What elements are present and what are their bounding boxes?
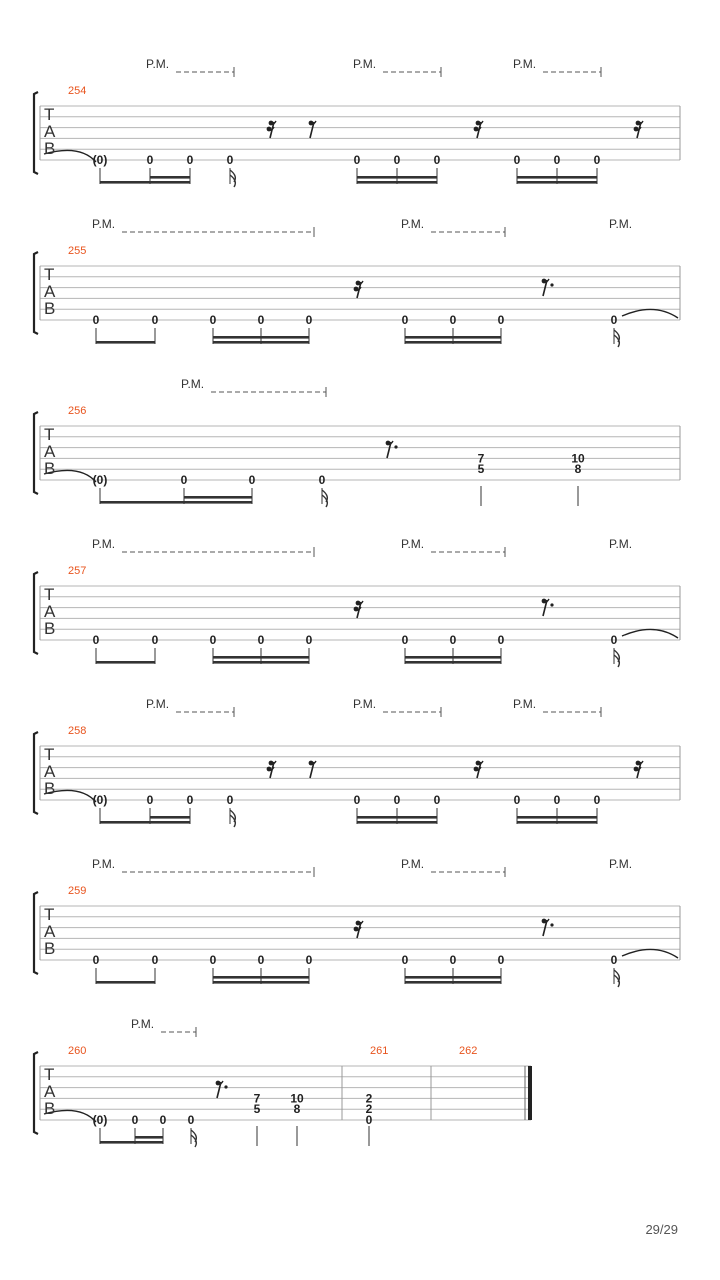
tab-clef-letter: A bbox=[44, 442, 56, 461]
fret-number: 0 bbox=[131, 1113, 139, 1127]
fret-number: 0 bbox=[553, 793, 561, 807]
chord-fret-number: 2 bbox=[365, 1091, 373, 1106]
fret-number: 0 bbox=[180, 473, 188, 487]
fret-number: 0 bbox=[449, 953, 457, 967]
rest-r8 bbox=[309, 761, 316, 778]
beam bbox=[357, 816, 437, 819]
tab-clef-letter: B bbox=[44, 139, 56, 158]
beam bbox=[213, 656, 309, 659]
chord-fret-number: 7 bbox=[253, 1091, 261, 1106]
fret-number: 0 bbox=[209, 953, 217, 967]
beam bbox=[213, 976, 309, 979]
tab-clef-letter: T bbox=[44, 425, 55, 444]
beam bbox=[96, 341, 155, 344]
beam bbox=[213, 336, 309, 339]
fret-number: 0 bbox=[257, 953, 265, 967]
beam bbox=[184, 501, 252, 504]
beam bbox=[150, 176, 190, 179]
beam bbox=[100, 1141, 135, 1144]
palm-mute-label: P.M. bbox=[92, 217, 116, 231]
fret-number: (0) bbox=[92, 473, 108, 487]
fret-number: 0 bbox=[393, 153, 401, 167]
beam bbox=[100, 501, 184, 504]
page-number: 29/29 bbox=[645, 1222, 678, 1237]
rest-r16 bbox=[634, 761, 643, 778]
fret-number: 0 bbox=[92, 633, 100, 647]
beam bbox=[405, 661, 501, 664]
rest-r16 bbox=[474, 121, 483, 138]
fret-number: 0 bbox=[305, 953, 313, 967]
system-bracket bbox=[34, 92, 38, 174]
beam bbox=[213, 661, 309, 664]
beam bbox=[135, 1136, 163, 1139]
fret-number: 0 bbox=[151, 633, 159, 647]
system-bracket bbox=[34, 1052, 38, 1134]
rest-r16 bbox=[267, 121, 276, 138]
beam bbox=[100, 181, 150, 184]
rest-r16 bbox=[354, 281, 363, 298]
tab-clef-letter: B bbox=[44, 299, 56, 318]
palm-mute-label: P.M. bbox=[92, 537, 116, 551]
fret-number: 0 bbox=[610, 313, 618, 327]
beam bbox=[135, 1141, 163, 1144]
measure-number: 257 bbox=[68, 565, 87, 577]
beam bbox=[405, 656, 501, 659]
fret-number: 0 bbox=[401, 953, 409, 967]
fret-number: 0 bbox=[393, 793, 401, 807]
rest-dot bbox=[224, 1085, 227, 1088]
beam bbox=[184, 496, 252, 499]
fret-number: (0) bbox=[92, 793, 108, 807]
palm-mute-label: P.M. bbox=[609, 857, 633, 871]
fret-number: 0 bbox=[497, 313, 505, 327]
system-bracket bbox=[34, 572, 38, 654]
tab-clef-letter: A bbox=[44, 762, 56, 781]
fret-number: (0) bbox=[92, 1113, 108, 1127]
beam bbox=[405, 976, 501, 979]
system-4 bbox=[34, 547, 680, 667]
rest-r8 bbox=[309, 121, 316, 138]
system-bracket bbox=[34, 732, 38, 814]
beam bbox=[517, 181, 597, 184]
chord-fret-number: 2 bbox=[365, 1102, 373, 1117]
measure-number: 258 bbox=[68, 725, 87, 737]
fret-number: 0 bbox=[497, 953, 505, 967]
rest-r8d bbox=[386, 441, 398, 458]
fret-number: 0 bbox=[401, 633, 409, 647]
tab-clef-letter: B bbox=[44, 1099, 56, 1118]
system-2 bbox=[34, 227, 680, 347]
measure-number: 255 bbox=[68, 245, 87, 257]
rest-r8d bbox=[216, 1081, 228, 1098]
rest-r16 bbox=[474, 761, 483, 778]
tab-clef-letter: T bbox=[44, 265, 55, 284]
palm-mute-label: P.M. bbox=[513, 57, 537, 71]
measure-number: 260 bbox=[68, 1045, 87, 1057]
measure-number: 261 bbox=[370, 1045, 389, 1057]
measure-number: 259 bbox=[68, 885, 87, 897]
final-barline-thick bbox=[528, 1066, 532, 1120]
chord-fret-number: 5 bbox=[477, 462, 485, 477]
fret-number: 0 bbox=[610, 953, 618, 967]
fret-number: 0 bbox=[186, 153, 194, 167]
beam bbox=[213, 981, 309, 984]
tab-clef-letter: B bbox=[44, 459, 56, 478]
beam bbox=[96, 661, 155, 664]
fret-number: 0 bbox=[449, 633, 457, 647]
tab-clef-letter: T bbox=[44, 745, 55, 764]
fret-number: 0 bbox=[248, 473, 256, 487]
palm-mute-label: P.M. bbox=[353, 697, 377, 711]
system-5 bbox=[34, 707, 680, 827]
chord-fret-number: 5 bbox=[253, 1102, 261, 1117]
beam bbox=[517, 821, 597, 824]
chord-fret-number: 8 bbox=[574, 462, 582, 477]
beam bbox=[405, 981, 501, 984]
palm-mute-label: P.M. bbox=[131, 1017, 155, 1031]
fret-number: 0 bbox=[449, 313, 457, 327]
beam bbox=[357, 181, 437, 184]
rest-dot bbox=[550, 923, 553, 926]
measure-number: 254 bbox=[68, 85, 87, 97]
tab-clef-letter: A bbox=[44, 602, 56, 621]
beam bbox=[517, 176, 597, 179]
palm-mute-label: P.M. bbox=[146, 697, 170, 711]
fret-number: 0 bbox=[610, 633, 618, 647]
rest-r16 bbox=[354, 601, 363, 618]
chord-fret-number: 7 bbox=[477, 451, 485, 466]
chord-fret-number: 10 bbox=[290, 1091, 304, 1106]
palm-mute-label: P.M. bbox=[181, 377, 205, 391]
tab-clef-letter: T bbox=[44, 585, 55, 604]
palm-mute-label: P.M. bbox=[513, 697, 537, 711]
system-1 bbox=[34, 67, 680, 187]
fret-number: 0 bbox=[433, 793, 441, 807]
fret-number: 0 bbox=[593, 793, 601, 807]
tab-clef-letter: B bbox=[44, 939, 56, 958]
fret-number: 0 bbox=[433, 153, 441, 167]
fret-number: 0 bbox=[305, 633, 313, 647]
fret-number: 0 bbox=[146, 793, 154, 807]
fret-number: 0 bbox=[92, 313, 100, 327]
tab-clef-letter: T bbox=[44, 905, 55, 924]
beam bbox=[517, 816, 597, 819]
tab-clef-letter: A bbox=[44, 282, 56, 301]
palm-mute-label: P.M. bbox=[609, 537, 633, 551]
beam bbox=[405, 341, 501, 344]
tab-clef-letter: A bbox=[44, 1082, 56, 1101]
system-3 bbox=[34, 387, 680, 507]
fret-number: 0 bbox=[209, 313, 217, 327]
system-bracket bbox=[34, 412, 38, 494]
beam bbox=[405, 336, 501, 339]
tab-clef-letter: T bbox=[44, 1065, 55, 1084]
fret-number: 0 bbox=[513, 793, 521, 807]
palm-mute-label: P.M. bbox=[92, 857, 116, 871]
palm-mute-label: P.M. bbox=[401, 537, 425, 551]
tab-clef-letter: A bbox=[44, 122, 56, 141]
palm-mute-label: P.M. bbox=[401, 857, 425, 871]
beam bbox=[150, 816, 190, 819]
fret-number: 0 bbox=[497, 633, 505, 647]
rest-dot bbox=[550, 283, 553, 286]
fret-number: 0 bbox=[318, 473, 326, 487]
fret-number: 0 bbox=[593, 153, 601, 167]
beam bbox=[96, 981, 155, 984]
fret-number: 0 bbox=[226, 793, 234, 807]
tab-clef-letter: B bbox=[44, 779, 56, 798]
fret-number: 0 bbox=[553, 153, 561, 167]
tie-out-arc bbox=[622, 309, 678, 318]
fret-number: 0 bbox=[353, 793, 361, 807]
palm-mute-label: P.M. bbox=[146, 57, 170, 71]
fret-number: 0 bbox=[257, 633, 265, 647]
fret-number: 0 bbox=[226, 153, 234, 167]
beam bbox=[150, 821, 190, 824]
fret-number: 0 bbox=[159, 1113, 167, 1127]
rest-r16 bbox=[267, 761, 276, 778]
rest-dot bbox=[550, 603, 553, 606]
fret-number: 0 bbox=[401, 313, 409, 327]
measure-number: 256 bbox=[68, 405, 87, 417]
beam bbox=[100, 821, 150, 824]
chord-fret-number: 10 bbox=[571, 451, 585, 466]
fret-number: 0 bbox=[209, 633, 217, 647]
palm-mute-label: P.M. bbox=[609, 217, 633, 231]
fret-number: 0 bbox=[151, 953, 159, 967]
beam bbox=[213, 341, 309, 344]
fret-number: 0 bbox=[513, 153, 521, 167]
fret-number: 0 bbox=[92, 953, 100, 967]
measure-number: 262 bbox=[459, 1045, 478, 1057]
fret-number: 0 bbox=[146, 153, 154, 167]
fret-number: 0 bbox=[353, 153, 361, 167]
fret-number: (0) bbox=[92, 153, 108, 167]
rest-dot bbox=[394, 445, 397, 448]
fret-number: 0 bbox=[187, 1113, 195, 1127]
system-7 bbox=[34, 1027, 532, 1147]
beam bbox=[357, 176, 437, 179]
system-bracket bbox=[34, 252, 38, 334]
fret-number: 0 bbox=[305, 313, 313, 327]
tie-out-arc bbox=[622, 949, 678, 958]
tie-out-arc bbox=[622, 629, 678, 638]
chord-fret-number: 0 bbox=[365, 1113, 373, 1127]
system-bracket bbox=[34, 892, 38, 974]
tab-clef-letter: B bbox=[44, 619, 56, 638]
beam bbox=[150, 181, 190, 184]
fret-number: 0 bbox=[257, 313, 265, 327]
system-6 bbox=[34, 867, 680, 987]
palm-mute-label: P.M. bbox=[401, 217, 425, 231]
rest-r16 bbox=[634, 121, 643, 138]
tab-clef-letter: T bbox=[44, 105, 55, 124]
rest-r16 bbox=[354, 921, 363, 938]
fret-number: 0 bbox=[151, 313, 159, 327]
fret-number: 0 bbox=[186, 793, 194, 807]
beam bbox=[357, 821, 437, 824]
chord-fret-number: 8 bbox=[293, 1102, 301, 1117]
palm-mute-label: P.M. bbox=[353, 57, 377, 71]
tab-clef-letter: A bbox=[44, 922, 56, 941]
